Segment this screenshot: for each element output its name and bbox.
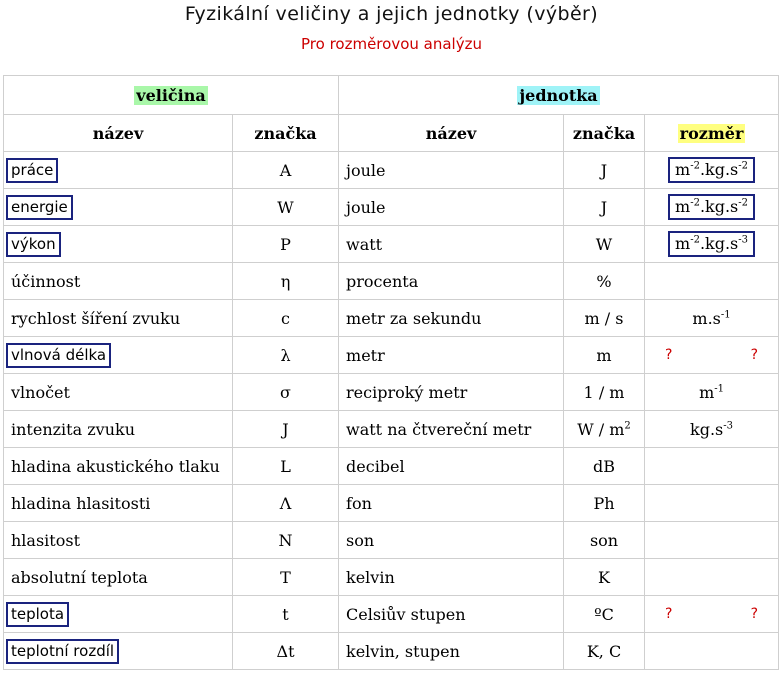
table-column-header [4,115,779,152]
quantity-name-box: energie [6,195,73,220]
unit-name: kelvin, stupen [339,633,564,670]
quantity-name [4,337,233,374]
quantity-name-box: výkon [6,232,61,257]
table-row [4,633,779,670]
page-subtitle: Pro rozměrovou analýzu [301,35,482,53]
unit-name: joule [339,152,564,189]
dimension [645,226,779,263]
dimension [645,152,779,189]
unit-name: fon [339,485,564,522]
unit-symbol: % [564,263,645,300]
quantity-symbol: T [233,559,339,596]
unit-symbol: J [564,189,645,226]
unit-symbol: W / $m^2$ [564,411,645,448]
unit-name: joule [339,189,564,226]
question-mark: ? [750,347,759,363]
table-row [4,448,779,485]
dimension [645,596,779,633]
group-header-unit: jednotka [339,76,779,115]
quantity-name: hladina akustického tlaku [4,448,233,485]
quantity-name-box: vlnová délka [6,343,111,368]
table-row [4,152,779,189]
unit-symbol: K [564,559,645,596]
group-header-quantity: veličina [4,76,339,115]
question-mark: ? [665,606,673,622]
table-row [4,226,779,263]
quantity-name: absolutní teplota [4,559,233,596]
unit-name: decibel [339,448,564,485]
quantity-symbol: N [233,522,339,559]
dimension [645,559,779,596]
unit-name: watt [339,226,564,263]
unit-symbol: 1 / m [564,374,645,411]
unit-symbol: J [564,152,645,189]
quantity-name: hlasitost [4,522,233,559]
unknown-dimension [645,606,778,622]
unit-symbol: ºC [564,596,645,633]
unit-symbol: Ph [564,485,645,522]
quantity-symbol: t [233,596,339,633]
quantity-symbol: W [233,189,339,226]
question-mark: ? [665,347,673,363]
dimension-box: $m^{-2}.kg.s^{-3}$ [668,231,755,257]
dimension: $m.s^{-1}$ [645,300,779,337]
dimension-box: $m^{-2}.kg.s^{-2}$ [668,157,755,183]
dimension [645,633,779,670]
unknown-dimension [645,347,778,363]
column-header-unit-symbol: značka [564,115,645,152]
dimension [645,485,779,522]
quantity-name: účinnost [4,263,233,300]
dimension [645,263,779,300]
table-row [4,485,779,522]
quantity-symbol: σ [233,374,339,411]
quantity-symbol: λ [233,337,339,374]
table-row [4,189,779,226]
unit-name: metr [339,337,564,374]
table-row [4,411,779,448]
table-group-header [4,76,779,115]
unit-name: kelvin [339,559,564,596]
quantities-table [3,75,779,670]
quantity-name-box: teplota [6,602,69,627]
quantity-name-box: teplotní rozdíl [6,639,119,664]
table-row [4,596,779,633]
unit-name: reciproký metr [339,374,564,411]
column-header-unit-name: název [339,115,564,152]
unit-symbol: son [564,522,645,559]
column-header-quantity-symbol: značka [233,115,339,152]
quantity-name [4,189,233,226]
column-header-quantity-name: název [4,115,233,152]
unit-name: metr za sekundu [339,300,564,337]
quantity-name [4,596,233,633]
dimension: $m^{-1}$ [645,374,779,411]
quantity-symbol: L [233,448,339,485]
table-row [4,337,779,374]
quantity-name: rychlost šíření zvuku [4,300,233,337]
table-row [4,522,779,559]
column-header-dimension: rozměr [645,115,779,152]
quantity-symbol: c [233,300,339,337]
table-row [4,374,779,411]
page-title: Fyzikální veličiny a jejich jednotky (výběr) [184,3,599,25]
question-mark: ? [750,606,759,622]
quantity-name [4,152,233,189]
table-row [4,300,779,337]
unit-symbol: dB [564,448,645,485]
unit-symbol: m / s [564,300,645,337]
unit-name: watt na čtvereční metr [339,411,564,448]
dimension [645,448,779,485]
unit-name: Celsiův stupen [339,596,564,633]
quantity-name: hladina hlasitosti [4,485,233,522]
quantity-symbol: J [233,411,339,448]
quantity-name: vlnočet [4,374,233,411]
unit-name: procenta [339,263,564,300]
quantity-name: intenzita zvuku [4,411,233,448]
unit-symbol: W [564,226,645,263]
table-row [4,559,779,596]
quantity-name-box: práce [6,158,58,183]
unit-symbol: m [564,337,645,374]
quantity-symbol: Λ [233,485,339,522]
quantity-name [4,633,233,670]
quantity-symbol: P [233,226,339,263]
quantity-name [4,226,233,263]
dimension [645,522,779,559]
quantity-symbol: A [233,152,339,189]
dimension [645,189,779,226]
dimension [645,337,779,374]
table-row [4,263,779,300]
dimension-box: $m^{-2}.kg.s^{-2}$ [668,194,755,220]
unit-name: son [339,522,564,559]
unit-symbol: K, C [564,633,645,670]
dimension: $kg.s^{-3}$ [645,411,779,448]
quantity-symbol: Δt [233,633,339,670]
quantity-symbol: η [233,263,339,300]
